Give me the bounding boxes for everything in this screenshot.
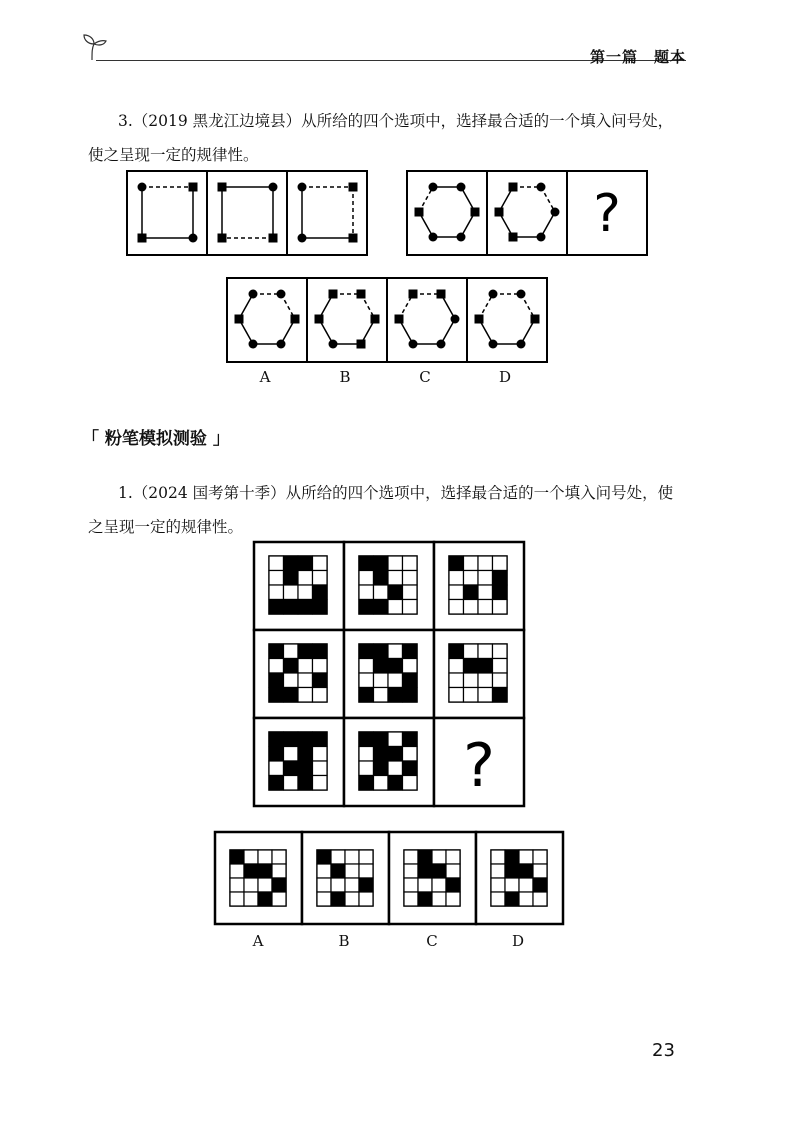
q1-matrix-grid-cell bbox=[478, 585, 493, 600]
q1-option-grid-cell bbox=[331, 864, 345, 878]
q1-option-grid-cell bbox=[345, 878, 359, 892]
q3-stem-hex-figure-node-circle bbox=[537, 183, 546, 192]
q1-option-grid-cell bbox=[533, 892, 547, 906]
q3-stem-hex-figure-node-circle bbox=[457, 233, 466, 242]
q1-option-grid-cell bbox=[432, 892, 446, 906]
q1-option-grid-cell bbox=[244, 864, 258, 878]
q1-matrix-grid-cell bbox=[388, 585, 403, 600]
q1-option-grid-cell bbox=[505, 892, 519, 906]
q1-option-grid-cell bbox=[519, 864, 533, 878]
q3-stem-square-figure-node-square bbox=[269, 234, 278, 243]
q1-option-d-label[interactable]: D bbox=[511, 932, 525, 950]
q1-matrix-grid-cell bbox=[298, 571, 313, 586]
q1-matrix-grid-cell bbox=[388, 747, 403, 762]
q1-option-grid-cell bbox=[272, 892, 286, 906]
q1-matrix-grid-cell bbox=[313, 776, 328, 791]
q1-matrix-grid-cell bbox=[388, 732, 403, 747]
q1-option-grid-cell bbox=[418, 850, 432, 864]
header-title: 第一篇 题本 bbox=[590, 48, 687, 66]
q1-option-grid-cell bbox=[244, 850, 258, 864]
q3-option-figure-node-circle bbox=[517, 340, 526, 349]
q1-matrix-grid-cell bbox=[298, 556, 313, 571]
q1-matrix-grid-cell bbox=[388, 644, 403, 659]
q1-matrix-grid-cell bbox=[298, 600, 313, 615]
q1-matrix-grid-cell bbox=[374, 673, 389, 688]
question-3-stem-figure bbox=[127, 171, 647, 255]
q3-question-mark: ? bbox=[593, 184, 621, 244]
q1-option-grid-cell bbox=[404, 850, 418, 864]
q1-option-grid-cell bbox=[331, 892, 345, 906]
q1-matrix-grid-cell bbox=[388, 776, 403, 791]
q1-option-grid-cell bbox=[446, 864, 460, 878]
q1-option-grid-cell bbox=[230, 892, 244, 906]
q3-stem-square-figure-node-circle bbox=[138, 183, 147, 192]
q1-option-grid-cell bbox=[230, 850, 244, 864]
page-number: 23 bbox=[652, 1040, 675, 1061]
q1-matrix-grid-cell bbox=[313, 600, 328, 615]
q1-matrix-grid-cell bbox=[284, 673, 299, 688]
q1-matrix-grid-cell bbox=[493, 571, 508, 586]
q3-option-figure-node-circle bbox=[409, 340, 418, 349]
q1-option-grid-cell bbox=[272, 850, 286, 864]
q3-stem-square-figure-node-circle bbox=[298, 183, 307, 192]
q3-stem-square-figure-node-square bbox=[218, 183, 227, 192]
q1-option-grid-cell bbox=[258, 864, 272, 878]
q1-option-grid-cell bbox=[317, 892, 331, 906]
q1-matrix-grid-cell bbox=[284, 747, 299, 762]
q3-stem-hex-figure-node-circle bbox=[551, 208, 560, 217]
q1-matrix-grid-cell bbox=[298, 585, 313, 600]
q1-matrix-grid-cell bbox=[313, 571, 328, 586]
q3-option-figure-node-circle bbox=[489, 290, 498, 299]
q1-option-b-label[interactable]: B bbox=[338, 932, 350, 950]
q1-option-grid-cell bbox=[505, 878, 519, 892]
q3-option-figure-node-square bbox=[315, 315, 324, 324]
q1-matrix-grid-cell bbox=[269, 673, 284, 688]
q3-stem-hex-figure-node-circle bbox=[537, 233, 546, 242]
q1-matrix-grid-cell bbox=[403, 776, 418, 791]
q1-matrix-grid-cell bbox=[284, 571, 299, 586]
q3-option-d-label[interactable]: D bbox=[498, 368, 512, 386]
q3-stem-square-figure-node-circle bbox=[269, 183, 278, 192]
q1-matrix-grid-cell bbox=[298, 688, 313, 703]
q1-matrix-grid-cell bbox=[359, 776, 374, 791]
sprout-icon bbox=[80, 32, 108, 62]
question-1-matrix-figure bbox=[254, 542, 526, 808]
q1-matrix-grid-cell bbox=[493, 644, 508, 659]
q1-matrix-grid-cell bbox=[388, 556, 403, 571]
q1-option-grid-cell bbox=[418, 878, 432, 892]
q1-matrix-grid-cell bbox=[449, 673, 464, 688]
q3-stem-square-figure-node-circle bbox=[298, 234, 307, 243]
q1-matrix-grid-cell bbox=[403, 644, 418, 659]
q1-option-grid-cell bbox=[317, 864, 331, 878]
q1-option-grid-cell bbox=[359, 850, 373, 864]
q1-option-grid-cell bbox=[491, 878, 505, 892]
q1-matrix-grid-cell bbox=[403, 571, 418, 586]
q1-matrix-grid-cell bbox=[493, 673, 508, 688]
q1-option-grid-cell bbox=[359, 864, 373, 878]
q1-matrix-grid-cell bbox=[388, 688, 403, 703]
q1-matrix-grid-cell bbox=[298, 776, 313, 791]
q3-option-figure-node-square bbox=[371, 315, 380, 324]
q1-matrix-grid-cell bbox=[449, 556, 464, 571]
q3-option-c-label[interactable]: C bbox=[419, 368, 431, 386]
q1-matrix-grid-cell bbox=[374, 659, 389, 674]
q1-option-grid-cell bbox=[404, 878, 418, 892]
q3-option-figure-node-circle bbox=[277, 290, 286, 299]
q3-stem-hex-figure-node-circle bbox=[457, 183, 466, 192]
q1-option-grid-cell bbox=[244, 878, 258, 892]
q1-matrix-grid-cell bbox=[359, 659, 374, 674]
q1-matrix-grid-cell bbox=[313, 747, 328, 762]
q1-matrix-grid-cell bbox=[313, 688, 328, 703]
q1-option-grid-cell bbox=[519, 892, 533, 906]
q1-matrix-grid-cell bbox=[403, 556, 418, 571]
q3-stem-hex-figure-node-square bbox=[509, 183, 518, 192]
q1-option-grid-cell bbox=[258, 892, 272, 906]
q1-matrix-grid-cell bbox=[313, 585, 328, 600]
q1-option-grid-cell bbox=[505, 864, 519, 878]
q3-stem-square-figure-node-square bbox=[138, 234, 147, 243]
q1-matrix-grid-cell bbox=[298, 673, 313, 688]
q1-matrix-grid-cell bbox=[478, 644, 493, 659]
q1-matrix-grid-cell bbox=[478, 556, 493, 571]
q1-matrix-grid-cell bbox=[359, 600, 374, 615]
q1-matrix-grid-cell bbox=[269, 776, 284, 791]
q1-matrix-grid-cell bbox=[464, 556, 479, 571]
q1-option-grid-cell bbox=[432, 850, 446, 864]
q1-matrix-grid-cell bbox=[388, 673, 403, 688]
q1-option-grid-cell bbox=[404, 864, 418, 878]
q3-option-figure-node-circle bbox=[451, 315, 460, 324]
q1-matrix-grid-cell bbox=[269, 732, 284, 747]
q1-matrix-grid-cell bbox=[284, 585, 299, 600]
question-1-text: 1.（2024 国考第十季）从所给的四个选项中，选择最合适的一个填入问号处，使之呈现一定的规律性。 bbox=[88, 484, 674, 536]
q3-stem-square-figure-node-square bbox=[218, 234, 227, 243]
question-3-options-figure bbox=[227, 278, 547, 362]
q1-option-grid-cell bbox=[432, 864, 446, 878]
q1-matrix-grid-cell bbox=[374, 585, 389, 600]
q3-option-figure-node-square bbox=[395, 315, 404, 324]
q1-matrix-grid-cell bbox=[284, 600, 299, 615]
q1-matrix-grid-cell bbox=[449, 688, 464, 703]
q1-matrix-grid-cell bbox=[388, 600, 403, 615]
q1-option-grid-cell bbox=[258, 878, 272, 892]
q1-matrix-grid-cell bbox=[359, 688, 374, 703]
q1-option-grid-cell bbox=[533, 864, 547, 878]
q3-stem-hex-figure-node-circle bbox=[429, 183, 438, 192]
q3-stem-hex-figure-node-square bbox=[495, 208, 504, 217]
q1-matrix-grid-cell bbox=[374, 571, 389, 586]
q1-matrix-grid-cell bbox=[284, 644, 299, 659]
q3-stem-square-figure-node-square bbox=[349, 234, 358, 243]
q1-matrix-grid-cell bbox=[493, 659, 508, 674]
q3-option-figure-node-circle bbox=[517, 290, 526, 299]
q1-matrix-grid-cell bbox=[359, 747, 374, 762]
q1-option-grid-cell bbox=[230, 864, 244, 878]
q1-matrix-grid-cell bbox=[284, 732, 299, 747]
q3-option-figure-node-circle bbox=[249, 340, 258, 349]
q1-matrix-grid-cell bbox=[493, 585, 508, 600]
q1-matrix-grid-cell bbox=[284, 556, 299, 571]
question-1-options-figure bbox=[215, 832, 563, 924]
q3-option-figure-node-square bbox=[291, 315, 300, 324]
q1-matrix-grid-cell bbox=[403, 600, 418, 615]
q1-option-grid-cell bbox=[446, 850, 460, 864]
q1-matrix-grid-cell bbox=[313, 673, 328, 688]
q1-matrix-grid-cell bbox=[478, 600, 493, 615]
q1-matrix-grid-cell bbox=[403, 747, 418, 762]
q1-matrix-grid-cell bbox=[374, 688, 389, 703]
q3-stem-hex-figure-node-square bbox=[471, 208, 480, 217]
q1-option-grid-cell bbox=[404, 892, 418, 906]
q1-matrix-grid-cell bbox=[298, 761, 313, 776]
q1-option-grid-cell bbox=[331, 878, 345, 892]
q1-matrix-grid-cell bbox=[298, 747, 313, 762]
q1-matrix-grid-cell bbox=[298, 659, 313, 674]
q3-option-figure-node-circle bbox=[437, 340, 446, 349]
question-3-text: 3.（2019 黑龙江边境县）从所给的四个选项中，选择最合适的一个填入问号处，使之呈现一定的规律性。 bbox=[88, 112, 674, 164]
q1-option-grid-cell bbox=[418, 864, 432, 878]
q1-option-grid-cell bbox=[533, 850, 547, 864]
q1-matrix-grid-cell bbox=[313, 659, 328, 674]
q1-matrix-grid-cell bbox=[478, 659, 493, 674]
q1-option-grid-cell bbox=[345, 892, 359, 906]
q1-matrix-grid-cell bbox=[493, 556, 508, 571]
q1-matrix-grid-cell bbox=[374, 644, 389, 659]
q1-matrix-grid-cell bbox=[374, 600, 389, 615]
q1-option-grid-cell bbox=[258, 850, 272, 864]
q1-matrix-grid-cell bbox=[388, 659, 403, 674]
q3-option-figure-node-square bbox=[437, 290, 446, 299]
q1-option-grid-cell bbox=[345, 850, 359, 864]
q1-matrix-grid-cell bbox=[403, 688, 418, 703]
q1-matrix-grid-cell bbox=[269, 585, 284, 600]
q1-matrix-grid-cell bbox=[403, 673, 418, 688]
q1-matrix-grid-cell bbox=[269, 688, 284, 703]
q1-option-c-label[interactable]: C bbox=[426, 932, 438, 950]
q3-option-figure-node-square bbox=[357, 340, 366, 349]
q1-matrix-grid-cell bbox=[374, 556, 389, 571]
q1-matrix-grid-cell bbox=[313, 644, 328, 659]
q1-matrix-grid-cell bbox=[298, 644, 313, 659]
q1-matrix-grid-cell bbox=[298, 732, 313, 747]
q3-option-figure-node-square bbox=[531, 315, 540, 324]
q1-matrix-grid-cell bbox=[313, 556, 328, 571]
q1-matrix-grid-cell bbox=[464, 659, 479, 674]
q1-matrix-grid-cell bbox=[464, 644, 479, 659]
q1-matrix-grid-cell bbox=[449, 644, 464, 659]
q1-option-grid-cell bbox=[446, 892, 460, 906]
q1-option-grid-cell bbox=[244, 892, 258, 906]
q3-option-figure-node-square bbox=[357, 290, 366, 299]
q1-option-grid-cell bbox=[491, 864, 505, 878]
q1-matrix-grid-cell bbox=[374, 732, 389, 747]
q3-option-b-label[interactable]: B bbox=[339, 368, 351, 386]
q1-matrix-grid-cell bbox=[388, 761, 403, 776]
q3-option-figure-node-square bbox=[235, 315, 244, 324]
q1-matrix-grid-cell bbox=[269, 600, 284, 615]
q3-stem-hex-figure-node-square bbox=[415, 208, 424, 217]
q1-matrix-grid-cell bbox=[449, 600, 464, 615]
q3-stem-square-figure-node-square bbox=[189, 183, 198, 192]
q3-stem-hex-figure-node-circle bbox=[429, 233, 438, 242]
q1-option-grid-cell bbox=[345, 864, 359, 878]
q1-matrix-grid-cell bbox=[449, 585, 464, 600]
section-heading: 「 粉笔模拟测验 」 bbox=[82, 429, 230, 449]
q1-matrix-grid-cell bbox=[374, 776, 389, 791]
q1-option-grid-cell bbox=[432, 878, 446, 892]
q1-matrix-grid-cell bbox=[403, 761, 418, 776]
q1-matrix-grid-cell bbox=[284, 659, 299, 674]
q1-matrix-grid-cell bbox=[449, 571, 464, 586]
q1-matrix-grid-cell bbox=[359, 556, 374, 571]
q1-option-grid-cell bbox=[317, 878, 331, 892]
q1-matrix-grid-cell bbox=[403, 585, 418, 600]
q1-option-grid-cell bbox=[418, 892, 432, 906]
q3-option-figure-node-circle bbox=[249, 290, 258, 299]
q1-matrix-grid-cell bbox=[478, 571, 493, 586]
q3-option-figure-node-circle bbox=[489, 340, 498, 349]
q1-matrix-grid-cell bbox=[359, 673, 374, 688]
q3-option-figure-node-square bbox=[475, 315, 484, 324]
q1-matrix-grid-cell bbox=[284, 776, 299, 791]
q1-matrix-grid-cell bbox=[284, 688, 299, 703]
q3-option-figure-node-circle bbox=[329, 340, 338, 349]
q1-matrix-grid-cell bbox=[464, 673, 479, 688]
q1-matrix-grid-cell bbox=[403, 659, 418, 674]
q1-matrix-grid-cell bbox=[269, 644, 284, 659]
q1-matrix-grid-cell bbox=[269, 761, 284, 776]
q1-option-grid-cell bbox=[359, 878, 373, 892]
q1-option-grid-cell bbox=[505, 850, 519, 864]
q1-option-grid-cell bbox=[331, 850, 345, 864]
q1-question-mark: ? bbox=[463, 731, 495, 801]
q1-option-grid-cell bbox=[491, 850, 505, 864]
q1-option-grid-cell bbox=[272, 864, 286, 878]
q1-matrix-grid-cell bbox=[449, 659, 464, 674]
q1-option-grid-cell bbox=[272, 878, 286, 892]
q1-matrix-grid-cell bbox=[269, 659, 284, 674]
q1-option-a-label[interactable]: A bbox=[252, 932, 264, 950]
q1-matrix-grid-cell bbox=[359, 571, 374, 586]
q3-option-figure-node-square bbox=[409, 290, 418, 299]
q1-matrix-grid-cell bbox=[464, 585, 479, 600]
q3-option-figure-node-square bbox=[329, 290, 338, 299]
q1-matrix-grid-cell bbox=[493, 688, 508, 703]
q1-matrix-grid-cell bbox=[388, 571, 403, 586]
q1-matrix-grid-cell bbox=[269, 747, 284, 762]
q1-option-grid-cell bbox=[230, 878, 244, 892]
q1-matrix-grid-cell bbox=[359, 761, 374, 776]
q1-matrix-grid-cell bbox=[374, 747, 389, 762]
q3-stem-square-figure-node-circle bbox=[189, 234, 198, 243]
q1-matrix-grid-cell bbox=[359, 585, 374, 600]
q1-matrix-grid-cell bbox=[359, 732, 374, 747]
q1-option-grid-cell bbox=[519, 850, 533, 864]
q3-option-a-label[interactable]: A bbox=[259, 368, 271, 386]
q1-matrix-grid-cell bbox=[313, 761, 328, 776]
header-rule bbox=[96, 60, 574, 61]
q1-matrix-grid-cell bbox=[374, 761, 389, 776]
q1-matrix-grid-cell bbox=[464, 688, 479, 703]
q1-option-grid-cell bbox=[519, 878, 533, 892]
q1-option-grid-cell bbox=[359, 892, 373, 906]
q1-matrix-grid-cell bbox=[464, 571, 479, 586]
q1-matrix-grid-cell bbox=[464, 600, 479, 615]
q1-matrix-grid-cell bbox=[269, 556, 284, 571]
q1-option-grid-cell bbox=[491, 892, 505, 906]
q1-matrix-grid-cell bbox=[284, 761, 299, 776]
q3-option-figure-node-circle bbox=[277, 340, 286, 349]
q1-matrix-grid-cell bbox=[359, 644, 374, 659]
q1-matrix-grid-cell bbox=[478, 688, 493, 703]
q1-matrix-grid-cell bbox=[478, 673, 493, 688]
q1-option-grid-cell bbox=[446, 878, 460, 892]
q1-matrix-grid-cell bbox=[269, 571, 284, 586]
q1-matrix-grid-cell bbox=[313, 732, 328, 747]
q3-stem-hex-figure-node-square bbox=[509, 233, 518, 242]
q3-stem-square-figure-node-square bbox=[349, 183, 358, 192]
q1-option-grid-cell bbox=[533, 878, 547, 892]
q1-option-grid-cell bbox=[317, 850, 331, 864]
q1-matrix-grid-cell bbox=[403, 732, 418, 747]
q1-matrix-grid-cell bbox=[493, 600, 508, 615]
